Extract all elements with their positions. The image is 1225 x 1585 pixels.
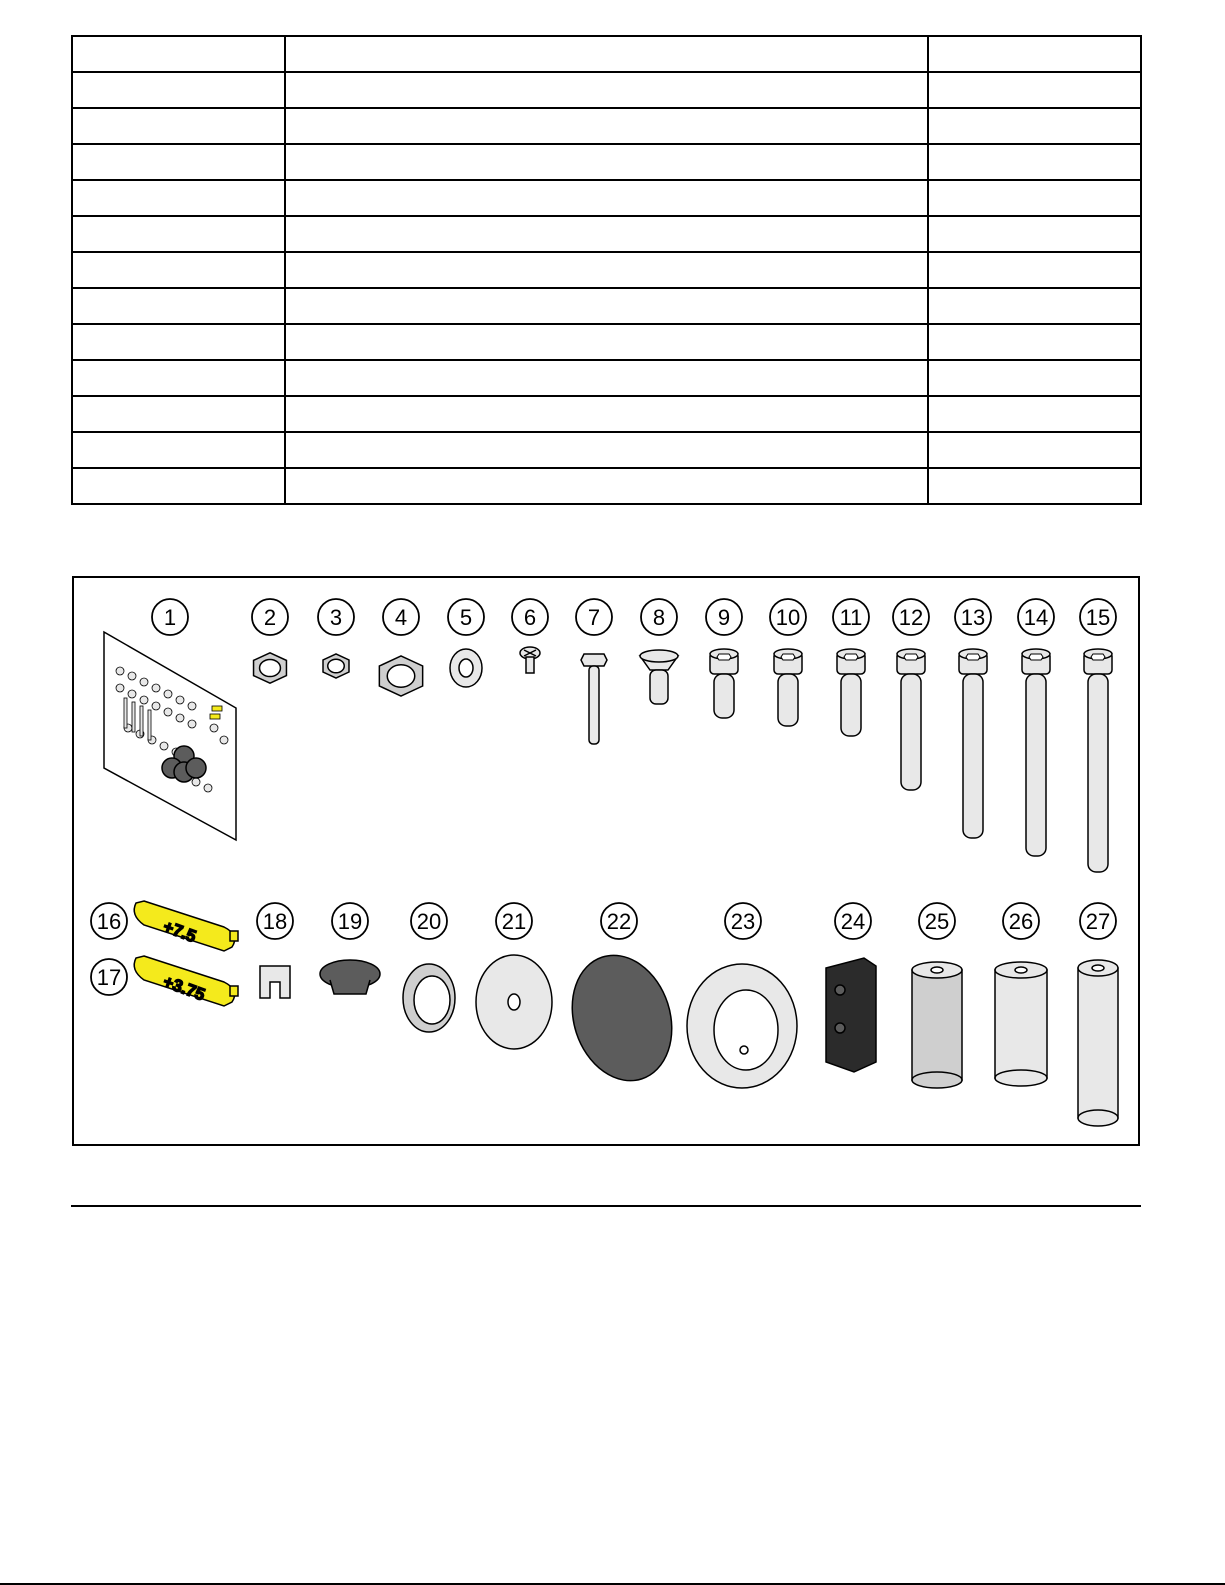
callout-number: 26 [1008, 909, 1034, 934]
hex-nut-large [379, 656, 422, 696]
table-cell [928, 468, 1141, 504]
hex-socket [781, 654, 795, 660]
callout-20 [411, 903, 447, 939]
card-part [160, 742, 168, 750]
callout-12 [893, 599, 929, 635]
cap-screw-13 [959, 649, 987, 838]
table-header-row [72, 36, 1141, 72]
table-row [72, 288, 1141, 324]
table-row [72, 396, 1141, 432]
table-cell [928, 396, 1141, 432]
shim-label: +3.75 [160, 971, 208, 1005]
callout-number: 2 [263, 605, 277, 630]
shim-tab [230, 931, 238, 941]
block-body [826, 958, 876, 1072]
bolt-shank [589, 666, 599, 744]
callout-17 [91, 959, 127, 995]
table-cell [928, 108, 1141, 144]
card-part [128, 690, 136, 698]
callout-number: 11 [839, 605, 863, 630]
screw-shank [526, 657, 534, 673]
card-bolt [124, 698, 127, 728]
table-cell [928, 324, 1141, 360]
block-hole-top [835, 985, 845, 995]
header-cell-description [285, 36, 927, 72]
table-cell [928, 144, 1141, 180]
ring-bushing [403, 964, 455, 1032]
standoff-bottom [995, 1070, 1047, 1086]
card-part [116, 684, 124, 692]
callout-number: 9 [717, 605, 731, 630]
card-outline [104, 632, 236, 840]
table-cell [72, 108, 285, 144]
card-bolt [148, 710, 151, 740]
cap-screw-9 [710, 649, 738, 718]
callout-11 [833, 599, 869, 635]
cap-shank [841, 674, 861, 736]
card-part [140, 678, 148, 686]
hex-socket [844, 654, 858, 660]
callout-10 [770, 599, 806, 635]
shim-tab [230, 986, 238, 996]
table-row [72, 216, 1141, 252]
hex-nut-small [323, 654, 349, 678]
callout-number: 18 [262, 909, 288, 934]
callout-number: 17 [96, 965, 122, 990]
card-part [152, 684, 160, 692]
table-row [72, 180, 1141, 216]
callout-2 [252, 599, 288, 635]
block-hole-bottom [835, 1023, 845, 1033]
cap-screw-11 [837, 649, 865, 736]
table-cell [285, 288, 927, 324]
table-cell [285, 72, 927, 108]
table-cell [72, 72, 285, 108]
card-part [176, 696, 184, 704]
section-divider [71, 1205, 1141, 1207]
card-part [116, 667, 124, 675]
card-part [164, 708, 172, 716]
cap-shank [901, 674, 921, 790]
callout-13 [955, 599, 991, 635]
phillips-screw [520, 647, 540, 673]
callout-3 [318, 599, 354, 635]
table-cell [285, 180, 927, 216]
table-cell [285, 468, 927, 504]
standoff-bottom [912, 1072, 962, 1088]
callout-9 [706, 599, 742, 635]
table-cell [285, 432, 927, 468]
collar-inner [714, 990, 778, 1070]
table-row [72, 324, 1141, 360]
disc-body [557, 942, 688, 1093]
card-part [204, 784, 212, 792]
card-part [210, 724, 218, 732]
callout-number: 3 [329, 605, 343, 630]
card-part [152, 702, 160, 710]
hex-socket [1029, 654, 1043, 660]
dark-disc [557, 942, 688, 1093]
parts-list-table [71, 35, 1142, 505]
cap-shank [963, 674, 983, 838]
nut-hole [328, 659, 345, 673]
clip-body [260, 966, 290, 998]
table-cell [72, 324, 285, 360]
flat-washer [450, 649, 482, 687]
black-block [826, 958, 876, 1072]
washer-hole [459, 659, 473, 677]
cap-shank [1026, 674, 1046, 856]
shim-7-5 [134, 901, 238, 951]
u-clip [260, 966, 290, 998]
callout-number: 4 [394, 605, 408, 630]
callout-number: 6 [523, 605, 537, 630]
nut-hole [260, 659, 281, 676]
header-cell-quantity [928, 36, 1141, 72]
standoff-body [1078, 968, 1118, 1118]
standoff-body [912, 970, 962, 1080]
table-cell [285, 360, 927, 396]
header-cell-item [72, 36, 285, 72]
countersunk-bolt [640, 650, 678, 704]
card-part [220, 736, 228, 744]
card-part [140, 696, 148, 704]
callout-14 [1018, 599, 1054, 635]
standoff-bottom [1078, 1110, 1118, 1126]
shaft-collar [687, 964, 797, 1088]
callout-number: 10 [775, 605, 801, 630]
cap-screw-15 [1084, 649, 1112, 872]
shim-label: +7.5 [160, 916, 199, 947]
card-part [188, 720, 196, 728]
table-row [72, 252, 1141, 288]
card-shim [210, 714, 220, 719]
card-bolt [140, 706, 143, 736]
parts-drawing [74, 578, 1140, 1146]
standoff-hole [931, 967, 943, 973]
callout-25 [919, 903, 955, 939]
table-cell [928, 432, 1141, 468]
table-cell [928, 72, 1141, 108]
card-disc [186, 758, 206, 778]
card-part [192, 778, 200, 786]
callout-number: 25 [924, 909, 950, 934]
standoff-hole [1092, 965, 1104, 971]
callout-5 [448, 599, 484, 635]
cap-shank [1088, 674, 1108, 872]
table-row [72, 468, 1141, 504]
callout-23 [725, 903, 761, 939]
table-row [72, 144, 1141, 180]
cap-shank [714, 674, 734, 718]
table-cell [285, 324, 927, 360]
hex-socket [717, 654, 731, 660]
callout-number: 23 [730, 909, 756, 934]
callout-number: 8 [652, 605, 666, 630]
table-cell [285, 144, 927, 180]
shim-3-75 [134, 956, 238, 1006]
table-cell [72, 216, 285, 252]
callout-number: 13 [960, 605, 986, 630]
table-row [72, 360, 1141, 396]
ring-inner [414, 976, 450, 1024]
hex-socket [1091, 654, 1105, 660]
callout-22 [601, 903, 637, 939]
cap-screw-14 [1022, 649, 1050, 856]
table-cell [72, 396, 285, 432]
callout-19 [332, 903, 368, 939]
callout-number: 14 [1023, 605, 1049, 630]
standoff-25 [912, 962, 962, 1088]
hex-bolt [581, 654, 607, 744]
cap-screw-10 [774, 649, 802, 726]
callout-number: 1 [163, 605, 177, 630]
standoff-27 [1078, 960, 1118, 1126]
table-row [72, 72, 1141, 108]
table-row [72, 432, 1141, 468]
cap-plug [320, 960, 380, 994]
callout-number: 15 [1085, 605, 1111, 630]
callout-number: 24 [840, 909, 866, 934]
callout-number: 5 [459, 605, 473, 630]
card-part [188, 702, 196, 710]
card-shim [212, 706, 222, 711]
standoff-26 [995, 962, 1047, 1086]
table-cell [928, 360, 1141, 396]
parts-illustration [72, 576, 1140, 1146]
table-cell [928, 216, 1141, 252]
callout-number: 22 [606, 909, 632, 934]
callout-number: 27 [1085, 909, 1111, 934]
large-washer [476, 955, 552, 1049]
callout-21 [496, 903, 532, 939]
table-cell [928, 288, 1141, 324]
card-part [128, 672, 136, 680]
cs-top [640, 650, 678, 662]
callout-27 [1080, 903, 1116, 939]
cap-screw-12 [897, 649, 925, 790]
callout-8 [641, 599, 677, 635]
callout-7 [576, 599, 612, 635]
callout-26 [1003, 903, 1039, 939]
callout-number: 7 [587, 605, 601, 630]
callout-1 [152, 599, 188, 635]
card-part [164, 690, 172, 698]
hardware-card [104, 632, 236, 840]
bolt-head [581, 654, 607, 666]
callout-18 [257, 903, 293, 939]
table-cell [72, 180, 285, 216]
callout-number: 16 [96, 909, 122, 934]
callout-number: 20 [416, 909, 442, 934]
card-part [176, 714, 184, 722]
plug-stem [330, 980, 370, 994]
hex-socket [966, 654, 980, 660]
table-cell [72, 252, 285, 288]
nut-hole [387, 665, 415, 688]
nylock-nut [254, 653, 287, 683]
table-cell [72, 360, 285, 396]
table-cell [285, 108, 927, 144]
table-row [72, 108, 1141, 144]
standoff-body [995, 970, 1047, 1078]
table-cell [72, 432, 285, 468]
hex-socket [904, 654, 918, 660]
table-cell [72, 288, 285, 324]
table-cell [928, 252, 1141, 288]
table-cell [72, 468, 285, 504]
standoff-hole [1015, 967, 1027, 973]
callout-4 [383, 599, 419, 635]
table-cell [285, 216, 927, 252]
callout-6 [512, 599, 548, 635]
callout-24 [835, 903, 871, 939]
collar-set-screw [740, 1046, 748, 1054]
callout-number: 19 [337, 909, 363, 934]
table-cell [928, 180, 1141, 216]
washer-large-hole [508, 994, 520, 1010]
callout-15 [1080, 599, 1116, 635]
cs-shank [650, 670, 668, 704]
card-bolt [132, 702, 135, 732]
callout-number: 21 [501, 909, 527, 934]
table-cell [285, 252, 927, 288]
table-cell [72, 144, 285, 180]
table-cell [285, 396, 927, 432]
callout-16 [91, 903, 127, 939]
callout-number: 12 [898, 605, 924, 630]
cap-shank [778, 674, 798, 726]
